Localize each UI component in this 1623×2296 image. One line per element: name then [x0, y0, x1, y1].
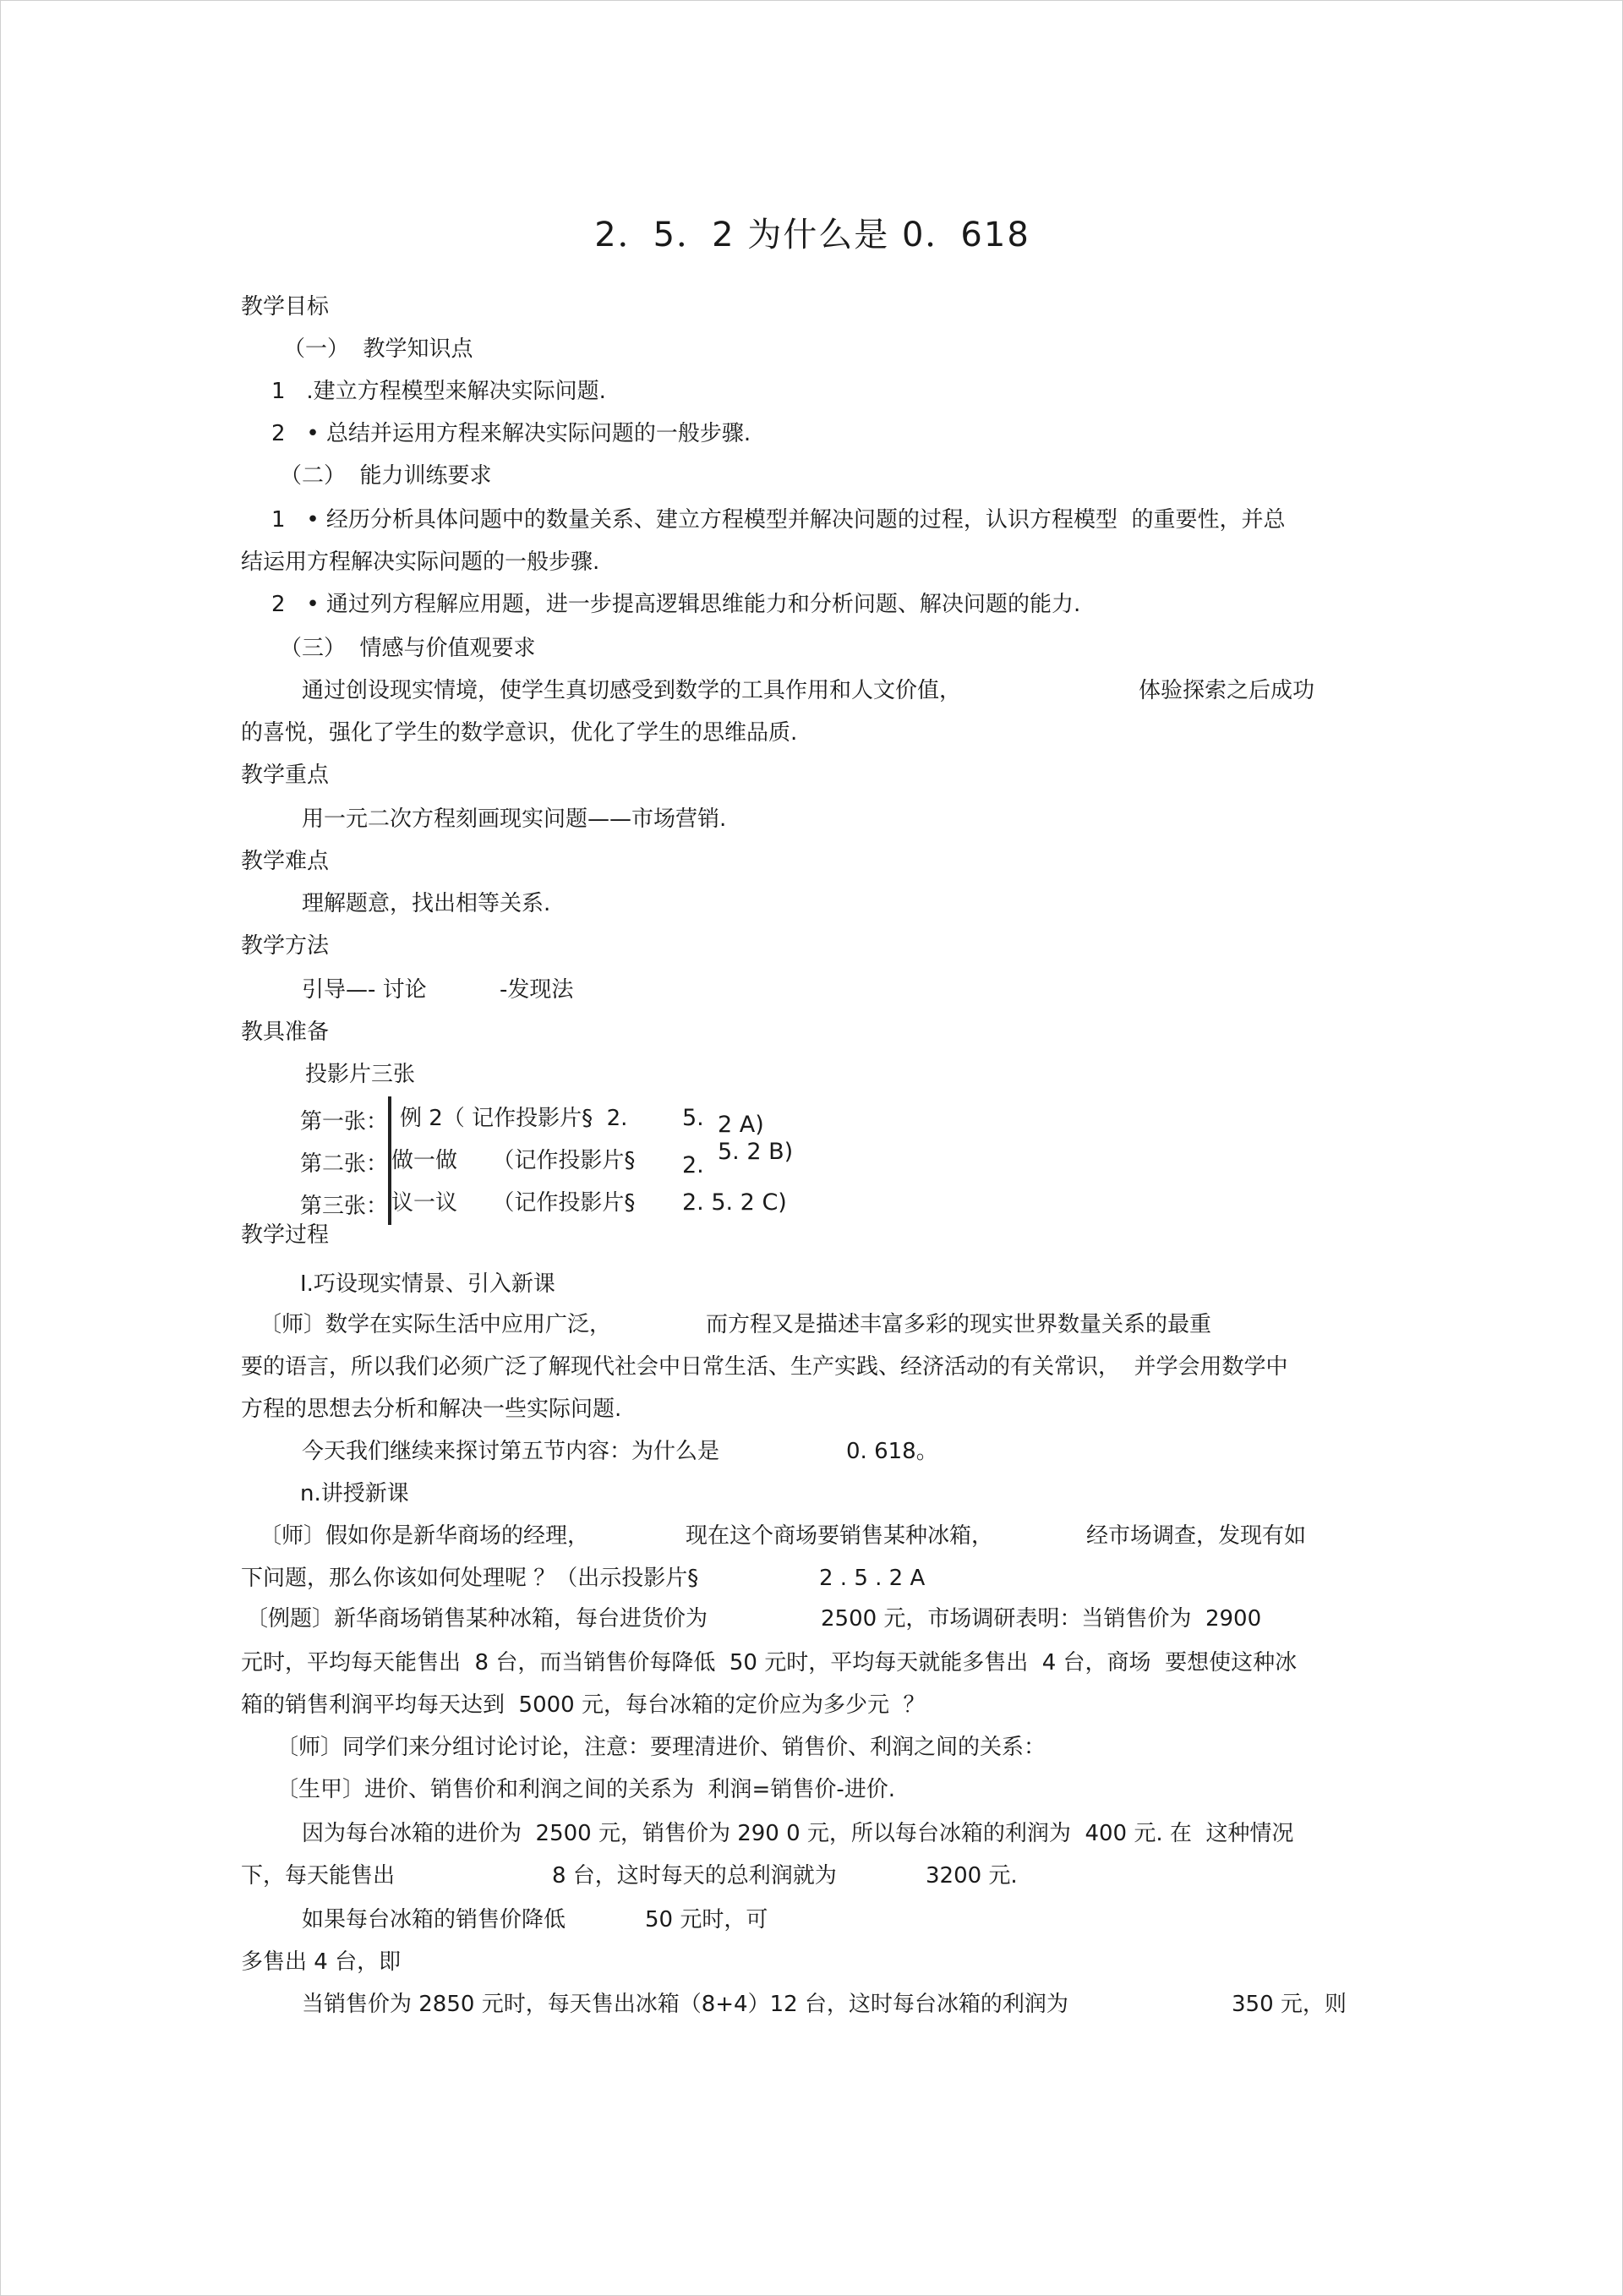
slide-desc-3: 议一议 （记作投影片§ [391, 1190, 636, 1216]
paragraph-line: 多售出 4 台，即 [241, 1949, 402, 1975]
paragraph-line: 350 元，则 [1232, 1992, 1347, 2017]
paragraph-line: -发现法 [500, 977, 574, 1003]
slide-num-1a: 5. [682, 1105, 704, 1131]
slide-label-2: 第二张： [300, 1151, 389, 1177]
paragraph-line: 2500 元，市场调研表明：当销售价为 2900 [821, 1606, 1262, 1632]
list-item-2: 2 • 总结并运用方程来解决实际问题的一般步骤. [271, 421, 751, 446]
paragraph-line: 8 台，这时每天的总利润就为 [552, 1863, 837, 1889]
paragraph-line: 的喜悦，强化了学生的数学意识，优化了学生的思维品质. [241, 720, 798, 746]
paragraph-line: 2 . 5 . 2 A [819, 1566, 926, 1591]
list-item-1: 1 .建立方程模型来解决实际问题. [271, 379, 606, 404]
paragraph-line: 方程的思想去分析和解决一些实际问题. [241, 1397, 622, 1422]
slide-label-3: 第三张： [300, 1194, 389, 1219]
slide-desc-2: 做一做 （记作投影片§ [391, 1148, 636, 1173]
slide-num-1b: 2 A) [718, 1112, 764, 1138]
paragraph-line: 下问题，那么你该如何处理呢 ？（出示投影片§ [241, 1566, 699, 1591]
paragraph-line: 元时，平均每天能售出 8 台，而当销售价每降低 50 元时，平均每天就能多售出 4 台，商场 要想使这种冰 [241, 1650, 1298, 1676]
subheading-ability: （二） 能力训练要求 [280, 463, 492, 489]
list-item-2b: 2 • 通过列方程解应用题，进一步提高逻辑思维能力和分析问题、解决问题的能力. [271, 592, 1081, 617]
slide-label-1: 第一张： [300, 1109, 389, 1134]
paragraph-line: 〔师〕同学们来分组讨论讨论，注意：要理清进价、销售价、利润之间的关系： [276, 1735, 1046, 1760]
paragraph-line: 投影片三张 [305, 1062, 416, 1087]
paragraph-line: 结运用方程解决实际问题的一般步骤. [241, 549, 600, 575]
heading-methods: 教学方法 [241, 933, 330, 959]
heading-teaching-goals: 教学目标 [241, 294, 330, 320]
paragraph-line: 0. 618。 [846, 1439, 938, 1464]
heading-materials: 教具准备 [241, 1020, 330, 1045]
paragraph-line: 引导—- 讨论 [302, 977, 427, 1003]
paragraph-line: 〔例题〕新华商场销售某种冰箱，每台进货价为 [246, 1606, 708, 1632]
heading-difficulties: 教学难点 [241, 849, 330, 874]
slide-desc-1: 例 2（ 记作投影片§ 2. [400, 1106, 628, 1131]
slide-num-3: 2. 5. 2 C) [682, 1189, 787, 1216]
paragraph-line: 下，每天能售出 [241, 1863, 396, 1889]
paragraph-line: 通过创设现实情境，使学生真切感受到数学的工具作用和人文价值， [302, 678, 962, 703]
section-heading-2: n.讲授新课 [300, 1481, 409, 1506]
paragraph-line: 体验探索之后成功 [1139, 678, 1315, 703]
paragraph-line: 〔师〕假如你是新华商场的经理， [260, 1523, 590, 1549]
paragraph-line: 因为每台冰箱的进价为 2500 元，销售价为 290 0 元，所以每台冰箱的利润为 400 元. 在 这种情况 [302, 1821, 1294, 1846]
paragraph-line: 现在这个商场要销售某种冰箱， [686, 1523, 994, 1549]
heading-key-points: 教学重点 [241, 763, 330, 788]
paragraph-line: 经市场调查，发现有如 [1086, 1523, 1307, 1549]
paragraph-line: 理解题意，找出相等关系. [302, 891, 551, 916]
paragraph-line: 〔生甲〕进价、销售价和利润之间的关系为 利润=销售价-进价. [276, 1777, 895, 1802]
paragraph-line: 〔师〕数学在实际生活中应用广泛， [260, 1312, 612, 1337]
paragraph-line: 今天我们继续来探讨第五节内容：为什么是 [302, 1439, 720, 1464]
document-title: 2．5．2 为什么是 0．618 [594, 216, 1030, 254]
subheading-emotion: （三） 情感与价值观要求 [280, 636, 536, 661]
paragraph-line: 当销售价为 2850 元时，每天售出冰箱（8+4）12 台，这时每台冰箱的利润为 [302, 1992, 1068, 2017]
paragraph-line: 要的语言，所以我们必须广泛了解现代社会中日常生活、生产实践、经济活动的有关常识， 并学会用数学中 [241, 1354, 1288, 1380]
paragraph-line: 50 元时，可 [645, 1907, 768, 1932]
heading-process: 教学过程 [241, 1222, 330, 1248]
section-heading-1: I.巧设现实情景、引入新课 [300, 1271, 555, 1297]
subheading-knowledge: （一） 教学知识点 [283, 336, 473, 362]
paragraph-line: 箱的销售利润平均每天达到 5000 元，每台冰箱的定价应为多少元 ？ [241, 1692, 926, 1718]
paragraph-line: 1 • 经历分析具体问题中的数量关系、建立方程模型并解决问题的过程，认识方程模型 的重要性，并总 [271, 507, 1286, 533]
slide-num-2b: 5. 2 B) [718, 1139, 794, 1165]
slide-num-2a: 2. [682, 1152, 704, 1178]
paragraph-line: 用一元二次方程刻画现实问题——市场营销. [302, 806, 727, 832]
paragraph-line: 3200 元. [926, 1863, 1018, 1889]
paragraph-line: 如果每台冰箱的销售价降低 [302, 1907, 566, 1932]
paragraph-line: 而方程又是描述丰富多彩的现实世界数量关系的最重 [706, 1312, 1212, 1337]
